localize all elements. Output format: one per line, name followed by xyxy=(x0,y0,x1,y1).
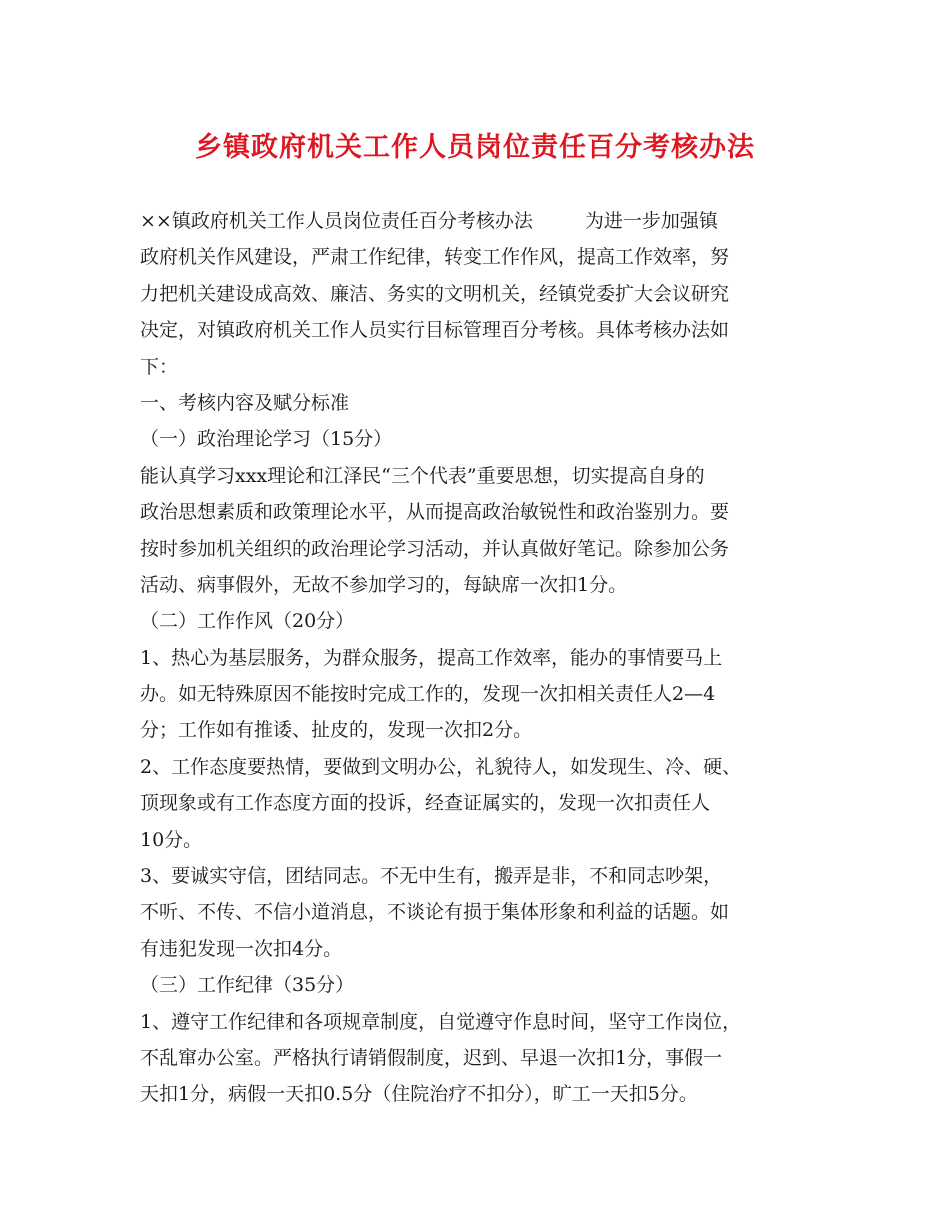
paragraph-line: 活动、病事假外，无故不参加学习的，每缺席一次扣1分。 xyxy=(140,573,628,596)
intro-line: 决定，对镇政府机关工作人员实行目标管理百分考核。具体考核办法如 xyxy=(140,319,730,342)
paragraph-line: 1、热心为基层服务，为群众服务，提高工作效率，能办的事情要马上 xyxy=(140,646,723,669)
intro-first-line xyxy=(140,203,830,239)
intro-lead: 为进一步加强镇 xyxy=(584,210,718,232)
paragraph-line: 2、工作态度要热情，要做到文明办公，礼貌待人，如发现生、冷、硬、 xyxy=(140,755,742,778)
section-heading: 一、考核内容及赋分标准 xyxy=(140,391,350,414)
subsection-heading: （一）政治理论学习（15分） xyxy=(140,428,393,451)
paragraph-line: 不听、不传、不信小道消息，不谈论有损于集体形象和利益的话题。如 xyxy=(140,901,730,924)
subsection-heading: （二）工作作风（20分） xyxy=(140,610,355,633)
paragraph-line: 天扣1分，病假一天扣0.5分（住院治疗不扣分），旷工一天扣5分。 xyxy=(140,1083,698,1106)
paragraph-line: 10分。 xyxy=(140,828,203,851)
paragraph-line: 能认真学习xxx理论和江泽民“三个代表”重要思想，切实提高自身的 xyxy=(140,464,705,487)
paragraph-line: 办。如无特殊原因不能按时完成工作的，发现一次扣相关责任人2—4 xyxy=(140,683,716,706)
paragraph-line: 有违犯发现一次扣4分。 xyxy=(140,937,343,960)
paragraph-line: 分；工作如有推诿、扯皮的，发现一次扣2分。 xyxy=(140,719,533,742)
document-title: 乡镇政府机关工作人员岗位责任百分考核办法 xyxy=(195,132,755,163)
paragraph-line: 顶现象或有工作态度方面的投诉，经查证属实的，发现一次扣责任人 xyxy=(140,792,711,815)
paragraph-line: 1、遵守工作纪律和各项规章制度，自觉遵守作息时间，坚守工作岗位， xyxy=(140,1010,742,1033)
paragraph-line: 按时参加机关组织的政治理论学习活动，并认真做好笔记。除参加公务 xyxy=(140,537,730,560)
paragraph-line: 不乱窜办公室。严格执行请销假制度，迟到、早退一次扣1分，事假一 xyxy=(140,1046,723,1069)
intro-line: 下： xyxy=(140,355,179,378)
document-body xyxy=(140,203,830,1113)
intro-line: 政府机关作风建设，严肃工作纪律，转变工作作风，提高工作效率，努 xyxy=(140,246,730,269)
paragraph-line: 3、要诚实守信，团结同志。不无中生有，搬弄是非，不和同志吵架， xyxy=(140,865,723,888)
intro-subtitle: ××镇政府机关工作人员岗位责任百分考核办法 xyxy=(140,210,533,232)
paragraph-line: 政治思想素质和政策理论水平，从而提高政治敏锐性和政治鉴别力。要 xyxy=(140,501,730,524)
intro-line: 力把机关建设成高效、廉洁、务实的文明机关，经镇党委扩大会议研究 xyxy=(140,282,730,305)
subsection-heading: （三）工作纪律（35分） xyxy=(140,974,355,997)
